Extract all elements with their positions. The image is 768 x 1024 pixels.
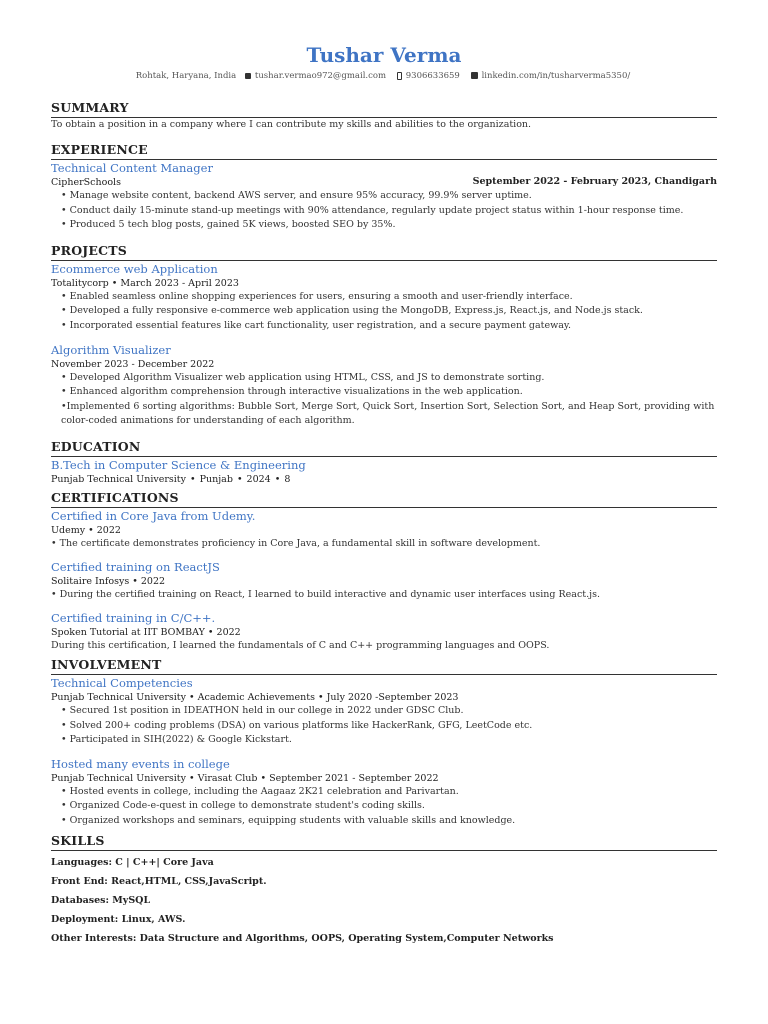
- candidate-name: Tushar Verma: [306, 43, 462, 67]
- list-item: • Solved 200+ coding problems (DSA) on various platforms like HackerRank, GFG, LeetCode etc.: [61, 719, 533, 731]
- skill-frontend: Front End: React,HTML, CSS,JavaScript.: [51, 875, 267, 887]
- projects-heading: PROJECTS: [51, 243, 717, 261]
- email-link[interactable]: [243, 71, 388, 81]
- education-degree: B.Tech in Computer Science & Engineering: [51, 457, 306, 472]
- certification-sub: Solitaire Infosys • 2022: [51, 575, 166, 587]
- involvement-sub: Punjab Technical University • Virasat Club • September 2021 - September 2022: [51, 772, 439, 784]
- phone-icon: [397, 72, 402, 80]
- involvement-bullets: [51, 704, 717, 748]
- education-university: Punjab Technical University: [51, 473, 186, 485]
- phone-link[interactable]: [395, 71, 462, 81]
- involvement-name: Technical Competencies: [51, 675, 193, 690]
- certification-name: Certified in Core Java from Udemy.: [51, 508, 256, 523]
- list-item: • Produced 5 tech blog posts, gained 5K views, boosted SEO by 35%.: [61, 219, 396, 231]
- list-item: • Enhanced algorithm comprehension through interactive visualizations in the web application.: [61, 386, 523, 398]
- certification-sub: Udemy • 2022: [51, 524, 121, 536]
- project-bullets: [51, 290, 717, 334]
- list-item: • Organized workshops and seminars, equipping students with valuable skills and knowledge.: [61, 814, 516, 826]
- project-bullets: [51, 371, 717, 429]
- involvement-sub: Punjab Technical University • Academic Achievements • July 2020 -September 2023: [51, 691, 459, 703]
- email-text: tushar.vermao972@gmail.com: [254, 71, 387, 81]
- certification-text: • The certificate demonstrates proficiency in Core Java, a fundamental skill in software development.: [51, 537, 541, 549]
- experience-item: [51, 161, 717, 233]
- linkedin-icon: [471, 72, 478, 79]
- certification-text: • During the certified training on React, I learned to build interactive and dynamic user interfaces using React.js.: [51, 588, 600, 600]
- involvement-bullets: [51, 785, 717, 829]
- certification-name: Certified training on ReactJS: [51, 559, 220, 574]
- project-item: [51, 343, 717, 429]
- education-year: 2024: [246, 473, 271, 485]
- list-item: • Organized Code-e-quest in college to demonstrate student's coding skills.: [61, 800, 425, 812]
- list-item: • Developed Algorithm Visualizer web application using HTML, CSS, and JS to demonstrate sorting.: [61, 371, 545, 383]
- list-item: •Implemented 6 sorting algorithms: Bubble Sort, Merge Sort, Quick Sort, Insertion Sort, Selection Sort, and Heap Sort, providing with color-coded animations for understanding of each algorithm.: [61, 400, 715, 427]
- list-item: • Developed a fully responsive e-commerce web application using the MongoDB, Express.js, React.js, and Node.js stack.: [61, 305, 643, 317]
- list-item: • Hosted events in college, including the Aagaaz 2K21 celebration and Parivartan.: [61, 785, 459, 797]
- experience-dates-location: September 2022 - February 2023, Chandigarh: [472, 176, 717, 187]
- certification-item: [51, 560, 717, 602]
- summary-text: To obtain a position in a company where I can contribute my skills and abilities to the organization.: [51, 119, 532, 130]
- education-heading: EDUCATION: [51, 439, 717, 457]
- list-item: • Participated in SIH(2022) & Google Kickstart.: [61, 734, 292, 746]
- list-item: • Conduct daily 15-minute stand-up meetings with 90% attendance, regularly update project status within 1-hour response time.: [61, 204, 684, 216]
- involvement-item: [51, 676, 717, 748]
- certification-item: [51, 611, 717, 653]
- experience-company: CipherSchools: [51, 177, 121, 188]
- involvement-item: [51, 757, 717, 829]
- project-sub: Totalitycorp • March 2023 - April 2023: [51, 277, 239, 289]
- contact-line: [51, 70, 717, 82]
- experience-heading: EXPERIENCE: [51, 142, 717, 160]
- involvement-heading: INVOLVEMENT: [51, 657, 717, 675]
- certification-name: Certified training in C/C++.: [51, 610, 216, 625]
- list-item: • Enabled seamless online shopping experiences for users, ensuring a smooth and user-friendly interface.: [61, 290, 573, 302]
- education-meta: Punjab Technical University • Punjab • 2024 • 8: [51, 473, 291, 485]
- education-score: 8: [284, 473, 291, 485]
- linkedin-link[interactable]: [469, 71, 633, 81]
- skill-databases: Databases: MySQL: [51, 894, 151, 906]
- list-item: • Secured 1st position in IDEATHON held in our college in 2022 under GDSC Club.: [61, 704, 464, 716]
- experience-meta: [51, 176, 717, 189]
- project-name: Algorithm Visualizer: [51, 342, 171, 357]
- project-item: [51, 262, 717, 334]
- project-name: Ecommerce web Application: [51, 261, 218, 276]
- experience-role: Technical Content Manager: [51, 161, 213, 175]
- location-text: Rohtak, Haryana, India: [135, 71, 237, 81]
- certification-item: [51, 509, 717, 551]
- experience-bullets: [51, 189, 717, 233]
- list-item: • Manage website content, backend AWS server, and ensure 95% accuracy, 99.9% server uptime.: [61, 190, 532, 201]
- skills-list: [51, 853, 717, 948]
- skills-heading: SKILLS: [51, 833, 717, 851]
- email-icon: [245, 73, 251, 79]
- summary-heading: SUMMARY: [51, 100, 717, 118]
- skill-languages: Languages: C | C++| Core Java: [51, 856, 214, 868]
- certifications-heading: CERTIFICATIONS: [51, 490, 717, 508]
- skill-deployment: Deployment: Linux, AWS.: [51, 913, 186, 925]
- skill-other-interests: Other Interests: Data Structure and Algorithms, OOPS, Operating System,Computer Networks: [51, 932, 554, 944]
- list-item: • Incorporated essential features like cart functionality, user registration, and a secure payment gateway.: [61, 319, 571, 331]
- certification-sub: Spoken Tutorial at IIT BOMBAY • 2022: [51, 626, 241, 638]
- involvement-name: Hosted many events in college: [51, 756, 230, 771]
- certification-text: During this certification, I learned the fundamentals of C and C++ programming languages and OOPS.: [51, 639, 550, 651]
- education-state: Punjab: [199, 473, 233, 485]
- phone-text: 9306633659: [405, 71, 460, 81]
- linkedin-text: linkedin.com/in/tusharverma5350/: [481, 71, 631, 81]
- project-sub: November 2023 - December 2022: [51, 358, 215, 370]
- resume-page: [51, 42, 717, 948]
